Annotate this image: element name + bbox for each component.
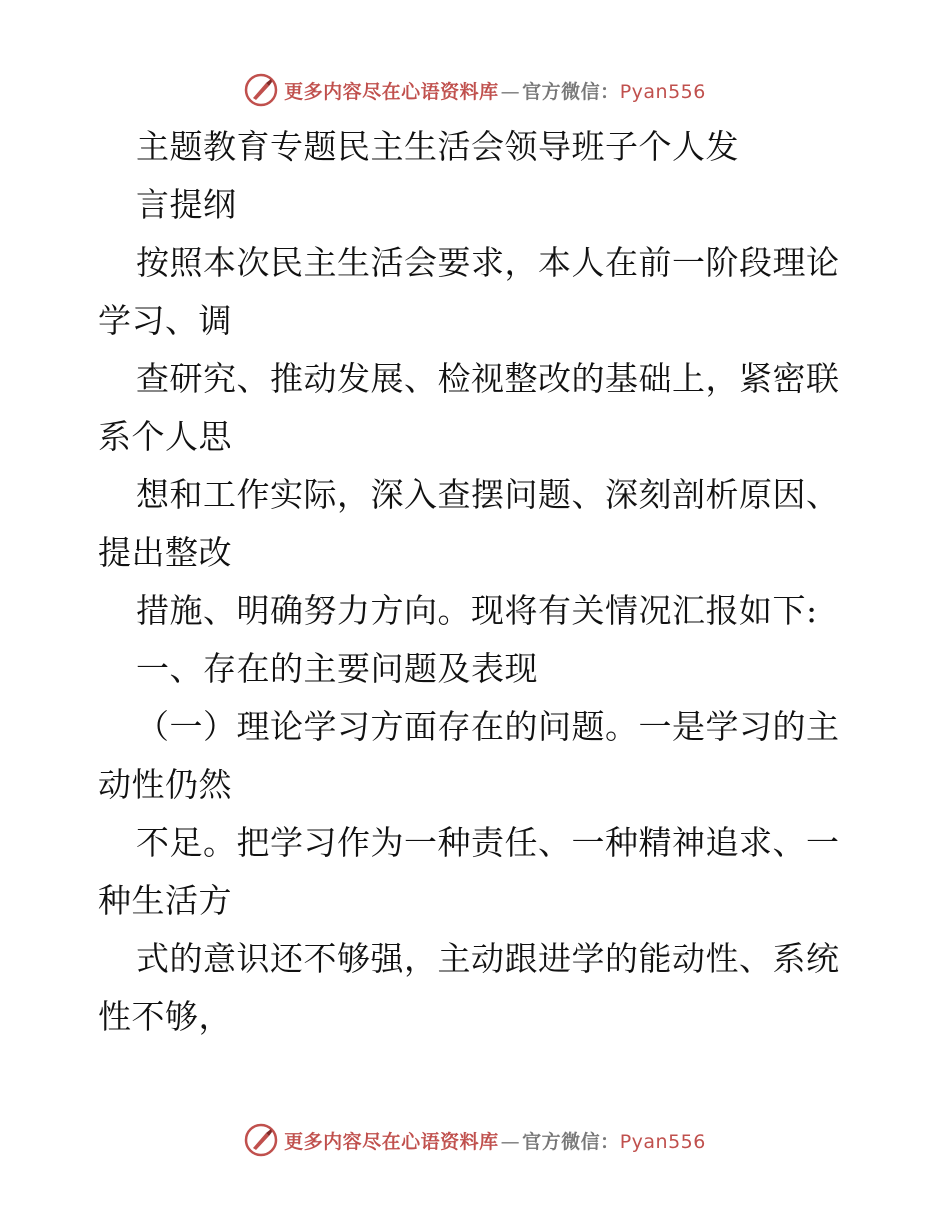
- watermark-separator: —: [500, 80, 521, 103]
- text-line: 主题教育专题民主生活会领导班子个人发: [136, 127, 739, 166]
- watermark-wechat-id: Pyan556: [619, 80, 706, 103]
- watermark-brand: 更多内容尽在心语资料库: [284, 80, 499, 103]
- text-line: 提出整改: [98, 533, 232, 572]
- text-line: 动性仍然: [98, 765, 232, 804]
- footer-watermark: [0, 1120, 950, 1160]
- watermark-wechat-id: Pyan556: [619, 1130, 706, 1153]
- text-line: 言提纲: [136, 185, 237, 224]
- text-line: 学习、调: [98, 301, 232, 340]
- text-line: 系个人思: [98, 417, 232, 456]
- document-body: [98, 118, 858, 1046]
- watermark-wechat-label: 官方微信：: [522, 1130, 620, 1153]
- section-heading: 一、存在的主要问题及表现: [136, 649, 538, 688]
- quill-pen-logo-icon: [244, 1123, 278, 1157]
- watermark-wechat-label: 官方微信：: [522, 80, 620, 103]
- watermark-brand: 更多内容尽在心语资料库: [284, 1130, 499, 1153]
- text-line: （一）理论学习方面存在的问题。一是学习的主: [136, 707, 840, 746]
- watermark-text: [284, 77, 706, 104]
- text-line: 想和工作实际，深入查摆问题、深刻剖析原因、: [136, 475, 840, 514]
- text-line: 种生活方: [98, 881, 232, 920]
- text-line: 不足。把学习作为一种责任、一种精神追求、一: [136, 823, 840, 862]
- text-line: 式的意识还不够强，主动跟进学的能动性、系统: [136, 939, 840, 978]
- text-line: 按照本次民主生活会要求，本人在前一阶段理论: [136, 243, 840, 282]
- text-line: 查研究、推动发展、检视整改的基础上，紧密联: [136, 359, 840, 398]
- text-line: 性不够，: [98, 997, 232, 1036]
- watermark-separator: —: [500, 1130, 521, 1153]
- header-watermark: [0, 70, 950, 110]
- quill-pen-logo-icon: [244, 73, 278, 107]
- text-line: 措施、明确努力方向。现将有关情况汇报如下:: [136, 591, 818, 630]
- watermark-text: [284, 1127, 706, 1154]
